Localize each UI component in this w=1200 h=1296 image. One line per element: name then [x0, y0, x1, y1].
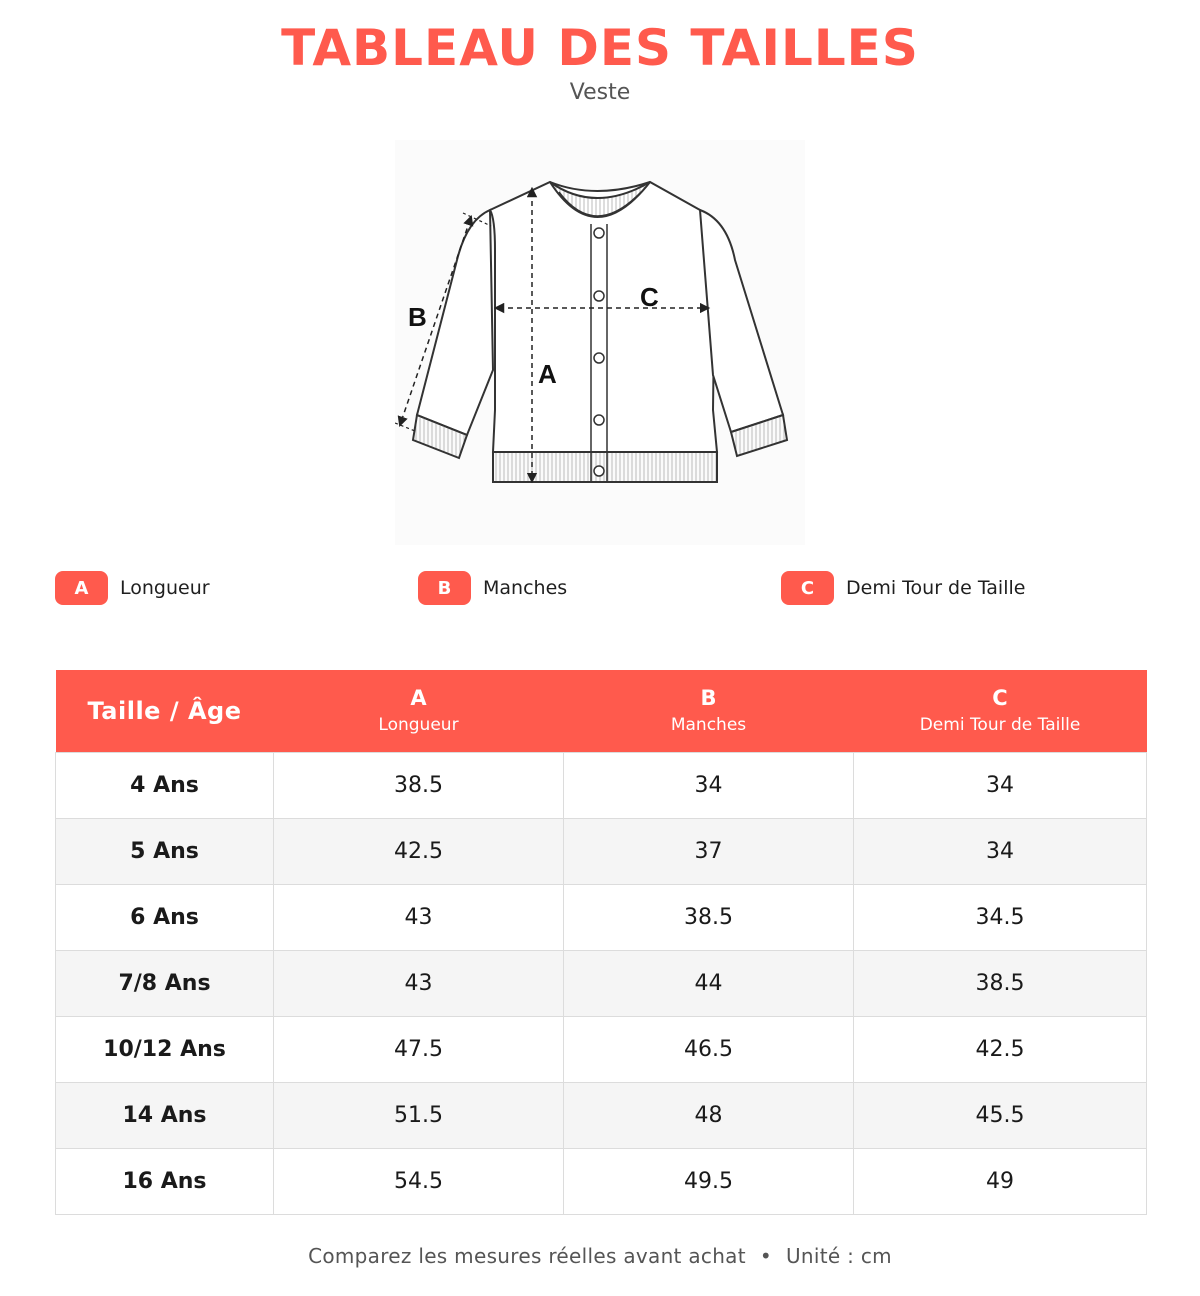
legend-label-a: Longueur — [120, 577, 210, 599]
sleeve-cell: 38.5 — [564, 885, 854, 951]
jacket-body — [490, 182, 717, 452]
size-cell: 5 Ans — [56, 819, 274, 885]
sleeve-cell: 34 — [564, 753, 854, 819]
table-row — [56, 1083, 1147, 1149]
size-table — [55, 670, 1147, 1215]
legend-badge-b: B — [418, 571, 471, 605]
footer-note — [0, 1244, 1200, 1268]
button-dot — [594, 291, 604, 301]
length-cell: 43 — [274, 885, 564, 951]
sleeve-cell: 37 — [564, 819, 854, 885]
legend-badge-a: A — [55, 571, 108, 605]
table-header-row — [56, 670, 1147, 753]
column-header-label: Manches — [670, 715, 747, 735]
table-row — [56, 819, 1147, 885]
table-row — [56, 885, 1147, 951]
length-cell: 47.5 — [274, 1017, 564, 1083]
column-header-letter: B — [700, 686, 717, 710]
legend-item-a — [55, 570, 210, 606]
page-subtitle: Veste — [569, 80, 631, 105]
button-dot — [594, 466, 604, 476]
measure-label-c: C — [640, 282, 659, 312]
button-dot — [594, 353, 604, 363]
sleeve-cell: 48 — [564, 1083, 854, 1149]
size-cell: 10/12 Ans — [56, 1017, 274, 1083]
length-cell: 51.5 — [274, 1083, 564, 1149]
page-title: TABLEAU DES TAILLES — [281, 19, 919, 77]
measurement-legend — [55, 570, 1145, 606]
column-header-b — [564, 670, 854, 753]
hem-rib — [493, 452, 717, 482]
half-waist-cell: 34 — [854, 819, 1147, 885]
sleeve-cell: 49.5 — [564, 1149, 854, 1215]
sleeve-cell: 44 — [564, 951, 854, 1017]
column-header-letter: C — [992, 686, 1008, 710]
footer-text: Comparez les mesures réelles avant achat — [308, 1244, 746, 1268]
half-waist-cell: 49 — [854, 1149, 1147, 1215]
sleeve-cell: 46.5 — [564, 1017, 854, 1083]
half-waist-cell: 42.5 — [854, 1017, 1147, 1083]
legend-badge-c: C — [781, 571, 834, 605]
table-row — [56, 1017, 1147, 1083]
half-waist-cell: 34 — [854, 753, 1147, 819]
footer-unit: Unité : cm — [785, 1244, 892, 1268]
legend-label-c: Demi Tour de Taille — [846, 577, 1026, 599]
table-row — [56, 753, 1147, 819]
footer-separator: • — [759, 1244, 772, 1268]
length-cell: 54.5 — [274, 1149, 564, 1215]
button-dot — [594, 228, 604, 238]
left-sleeve — [417, 210, 493, 435]
length-cell: 43 — [274, 951, 564, 1017]
column-header-label: Longueur — [378, 715, 459, 735]
legend-item-c — [781, 570, 1025, 606]
half-waist-cell: 45.5 — [854, 1083, 1147, 1149]
column-header-size: Taille / Âge — [56, 670, 274, 753]
size-cell: 4 Ans — [56, 753, 274, 819]
jacket-measurement-diagram — [395, 140, 805, 545]
measure-label-a: A — [538, 359, 557, 389]
size-cell: 7/8 Ans — [56, 951, 274, 1017]
button-dot — [594, 415, 604, 425]
column-header-c — [854, 670, 1147, 753]
table-row — [56, 1149, 1147, 1215]
legend-label-b: Manches — [483, 577, 568, 599]
size-cell: 14 Ans — [56, 1083, 274, 1149]
measure-label-b: B — [408, 302, 427, 332]
column-header-letter: A — [410, 686, 427, 710]
column-header-a — [274, 670, 564, 753]
size-cell: 16 Ans — [56, 1149, 274, 1215]
half-waist-cell: 34.5 — [854, 885, 1147, 951]
length-cell: 42.5 — [274, 819, 564, 885]
length-cell: 38.5 — [274, 753, 564, 819]
legend-item-b — [418, 570, 567, 606]
half-waist-cell: 38.5 — [854, 951, 1147, 1017]
table-row — [56, 951, 1147, 1017]
column-header-label: Demi Tour de Taille — [919, 715, 1081, 735]
size-cell: 6 Ans — [56, 885, 274, 951]
